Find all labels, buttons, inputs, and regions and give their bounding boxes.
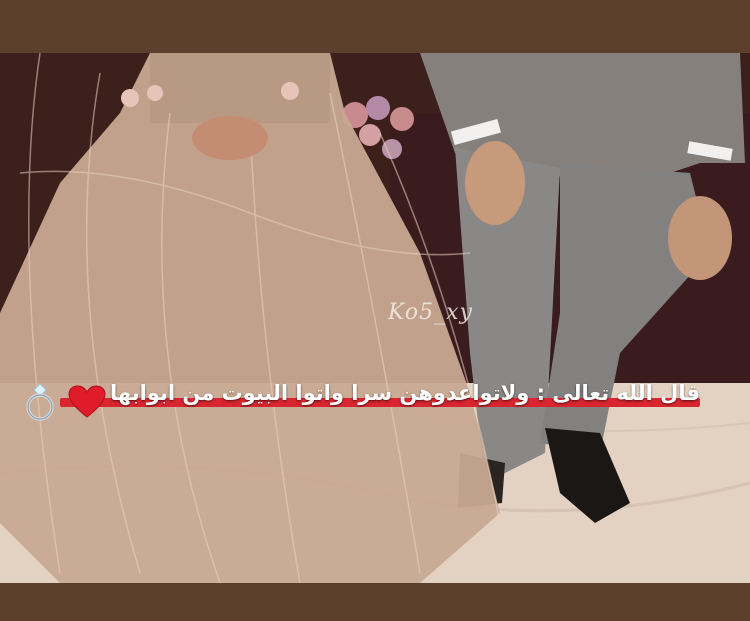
photo-illustration	[0, 53, 750, 583]
groom-right-hand	[668, 196, 732, 280]
wedding-photo	[0, 53, 750, 583]
caption-text: قال الله تعالى : ولاتواعدوهن سرا واتوا البيوت من ابوابها	[109, 381, 700, 405]
heart-icon	[68, 385, 106, 419]
top-frame-bar	[0, 0, 750, 53]
bride-hands	[192, 116, 268, 160]
groom-left-hand	[465, 141, 525, 225]
bride-bodice	[150, 53, 330, 123]
ring-icon	[22, 382, 58, 422]
watermark-signature: Ko5_xy	[388, 300, 473, 325]
bottom-frame-bar	[0, 583, 750, 621]
